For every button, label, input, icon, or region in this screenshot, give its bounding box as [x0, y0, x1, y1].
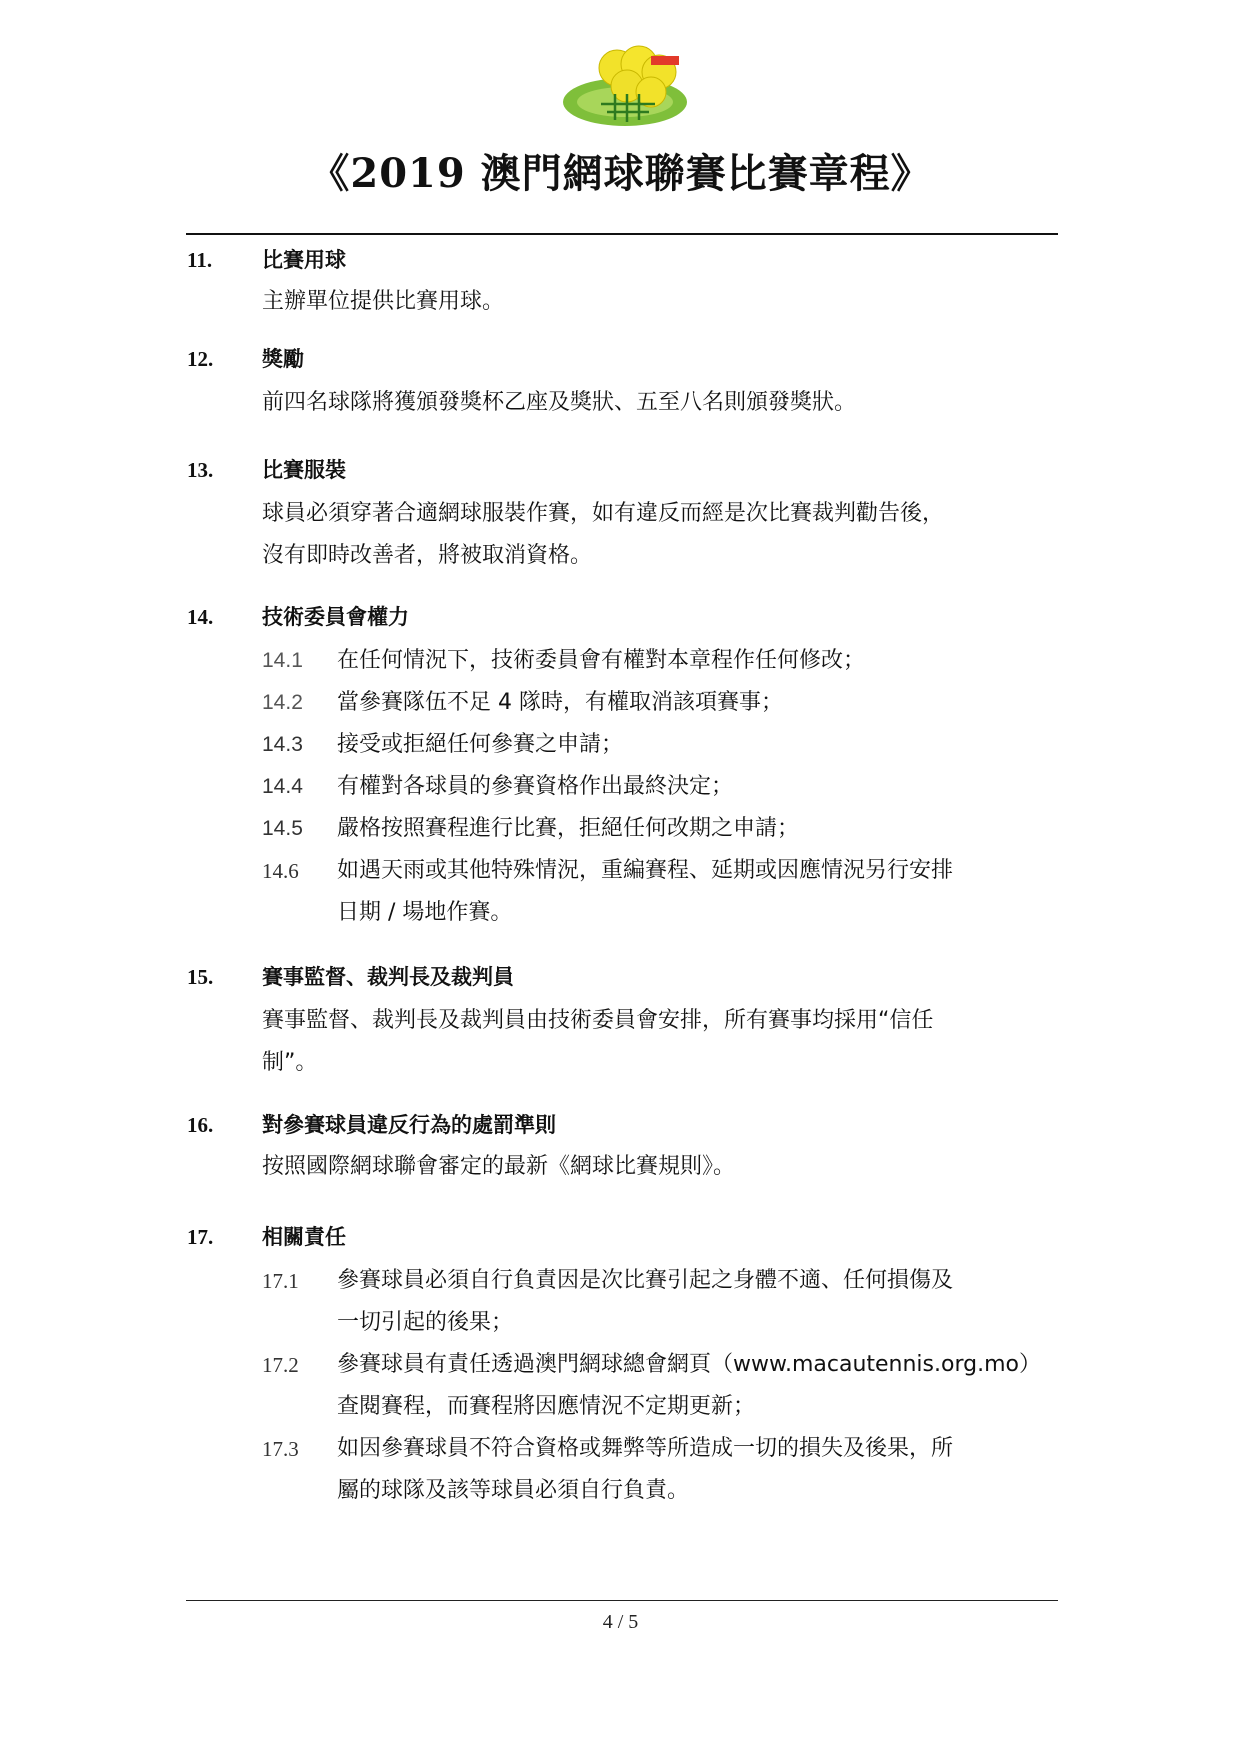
- sub-item-number: 14.6: [262, 859, 299, 883]
- sub-item-text: 參賽球員必須自行負責因是次比賽引起之身體不適、任何損傷及: [337, 1268, 954, 1293]
- section-number: 15.: [187, 965, 214, 989]
- section-body: [262, 281, 1062, 323]
- section-title: 比賽服裝: [262, 458, 346, 482]
- sub-item-text: 有權對各球員的參賽資格作出最終決定；: [337, 774, 734, 799]
- body-line: 前四名球隊將獲頒發獎杯乙座及獎狀、五至八名則頒發獎狀。: [262, 390, 857, 415]
- section-number: 17.: [187, 1225, 214, 1249]
- section-body: [262, 1146, 1062, 1188]
- sub-item-number: 14.2: [262, 691, 303, 714]
- section-body: [262, 1000, 1062, 1084]
- sub-item-number: 17.2: [262, 1353, 299, 1377]
- footer-divider: [186, 1600, 1058, 1601]
- sub-item-number: 17.3: [262, 1437, 299, 1461]
- association-logo: [555, 42, 701, 128]
- sub-item-text: 在任何情況下，技術委員會有權對本章程作任何修改；: [337, 648, 866, 673]
- sub-item-text: 查閱賽程，而賽程將因應情況不定期更新；: [337, 1394, 756, 1419]
- sub-item-text: 當參賽隊伍不足 4 隊時，有權取消該項賽事；: [337, 690, 783, 715]
- section-title: 技術委員會權力: [262, 605, 409, 629]
- sub-item-text: 一切引起的後果；: [337, 1310, 514, 1335]
- sub-item-number: 14.1: [262, 649, 303, 672]
- section-body: [262, 382, 1062, 424]
- section-number: 13.: [187, 458, 214, 482]
- body-line: 按照國際網球聯會審定的最新《網球比賽規則》。: [262, 1154, 736, 1179]
- sub-item-text: 日期 / 場地作賽。: [337, 900, 513, 925]
- document-title: 《2019 澳門網球聯賽比賽章程》: [309, 150, 932, 197]
- section-number: 12.: [187, 347, 214, 371]
- sub-item-text: 如因參賽球員不符合資格或舞弊等所造成一切的損失及後果，所: [337, 1436, 954, 1461]
- section-number: 16.: [187, 1113, 214, 1137]
- section-title: 相關責任: [262, 1225, 346, 1249]
- section-title: 賽事監督、裁判長及裁判員: [262, 965, 514, 989]
- sub-item-number: 14.5: [262, 817, 303, 840]
- section-title: 對參賽球員違反行為的處罰準則: [262, 1113, 556, 1137]
- body-line: 沒有即時改善者，將被取消資格。: [262, 543, 593, 568]
- sub-item-text: 屬的球隊及該等球員必須自行負責。: [337, 1478, 690, 1503]
- sub-item-number: 17.1: [262, 1269, 299, 1293]
- sub-item-number: 14.4: [262, 775, 303, 798]
- sub-item-text: 參賽球員有責任透過澳門網球總會網頁（www.macautennis.org.mo）: [337, 1352, 1041, 1377]
- section-number: 11.: [187, 248, 213, 272]
- body-line: 主辦單位提供比賽用球。: [262, 289, 505, 314]
- sub-item-number: 14.3: [262, 733, 303, 756]
- sub-item-text: 如遇天雨或其他特殊情況，重編賽程、延期或因應情況另行安排: [337, 858, 954, 883]
- page-number: 4 / 5: [602, 1611, 639, 1633]
- sub-item-text: 接受或拒絕任何參賽之申請；: [337, 732, 624, 757]
- body-line: 賽事監督、裁判長及裁判員由技術委員會安排，所有賽事均採用“信任: [262, 1008, 934, 1033]
- section-number: 14.: [187, 605, 214, 629]
- section-title: 比賽用球: [262, 248, 346, 272]
- header-divider: [186, 233, 1058, 235]
- section-body: [262, 493, 1062, 577]
- sub-item-text: 嚴格按照賽程進行比賽，拒絕任何改期之申請；: [337, 816, 800, 841]
- body-line: 制”。: [262, 1050, 318, 1075]
- body-line: 球員必須穿著合適網球服裝作賽，如有違反而經是次比賽裁判勸告後，: [262, 501, 945, 526]
- section-title: 獎勵: [262, 347, 304, 371]
